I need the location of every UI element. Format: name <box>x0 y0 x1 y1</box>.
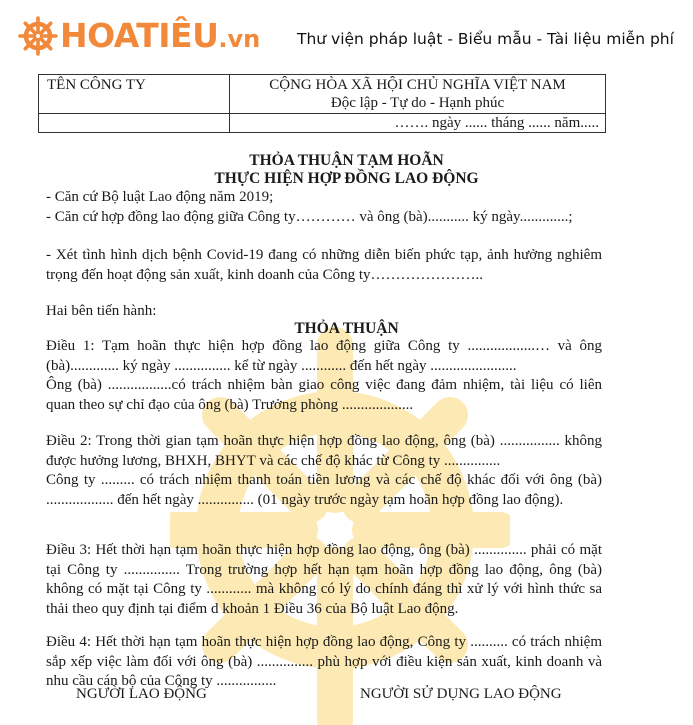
article-paragraph: Ông (bà) .................có trách nhiệm bàn giao công việc đang đảm nhiệm, tài liệu có liên quan theo sự chỉ đạo của ông (bà) Trưởng phòng ................... <box>46 377 602 413</box>
article-paragraph: Điều 3: Hết thời hạn tạm hoãn thực hiện hợp đồng lao động, ông (bà) .............. phải có mặt tại Công ty ............... Trong trường hợp hết hạn tạm hoãn hợp đồng lao động, ông (bà) không có mặt tại Công ty ............ mà không có lý do chính đáng thì xử lý với hình thức sa thải theo quy định tại điểm d khoản 1 Điều 36 của Bộ luật Lao động. <box>46 542 602 617</box>
logo-text: HOATIÊU <box>60 16 219 55</box>
document-title-line-2: THỰC HIỆN HỢP ĐỒNG LAO ĐỘNG <box>214 170 479 187</box>
national-title-cell <box>230 75 606 114</box>
intro-text: Hai bên tiến hành: <box>46 303 157 319</box>
article-4 <box>46 633 602 692</box>
basis-item: - Xét tình hình dịch bệnh Covid-19 đang có những diễn biến phức tạp, ảnh hưởng nghiêm trọng đến hoạt động sản xuất, kinh doanh của Công ty………………….. <box>46 247 602 283</box>
basis-item: - Căn cứ hợp đồng lao động giữa Công ty………… và ông (bà)........... ký ngày.............; <box>46 209 573 225</box>
article-2 <box>46 432 602 510</box>
republic-title: CỘNG HÒA XÃ HỘI CHỦ NGHĨA VIỆT NAM <box>269 77 566 93</box>
document-date: ……. ngày ...... tháng ...... năm..... <box>230 114 606 133</box>
logo-tld: .vn <box>218 25 261 53</box>
article-paragraph: Công ty ......... có trách nhiệm thanh toán tiền lương và các chế độ khác đối với ông (bà) .................. đến hết ngày ............... (01 ngày trước ngày tạm hoãn hợp đồng lao động). <box>46 472 602 508</box>
site-tagline: Thư viện pháp luật - Biểu mẫu - Tài liệu miễn phí <box>297 30 674 48</box>
company-name-cell: TÊN CÔNG TY <box>39 75 230 114</box>
employee-signature-label: NGƯỜI LAO ĐỘNG <box>76 686 207 702</box>
basis-item: - Căn cứ Bộ luật Lao động năm 2019; <box>46 189 274 205</box>
document-header-table <box>38 74 606 133</box>
article-3 <box>46 541 602 619</box>
employer-signature-label: NGƯỜI SỬ DỤNG LAO ĐỘNG <box>360 686 562 702</box>
document-title-line-1: THỎA THUẬN TẠM HOÃN <box>249 152 444 169</box>
article-paragraph: Điều 4: Hết thời hạn tạm hoãn thực hiện hợp đồng lao động, Công ty .......... có trách nhiệm sắp xếp việc làm đối với ông (bà) ............... phù hợp với điều kiện sản xuất, kinh doanh và nhu cầu cán bộ của Công ty ................ <box>46 634 602 689</box>
national-motto: Độc lập - Tự do - Hạnh phúc <box>330 95 505 111</box>
article-paragraph: Điều 1: Tạm hoãn thực hiện hợp đồng lao động giữa Công ty ..................… và ông (bà)............. ký ngày ............... kể từ ngày ............ đến hết ngày ....................... <box>46 338 602 374</box>
empty-cell <box>39 114 230 133</box>
article-paragraph: Điều 2: Trong thời gian tạm hoãn thực hiện hợp đồng lao động, ông (bà) ................ không được hưởng lương, BHXH, BHYT và các chế độ khác từ Công ty ............... <box>46 433 602 469</box>
article-1 <box>46 337 602 415</box>
agreement-heading: THỎA THUẬN <box>294 320 399 337</box>
